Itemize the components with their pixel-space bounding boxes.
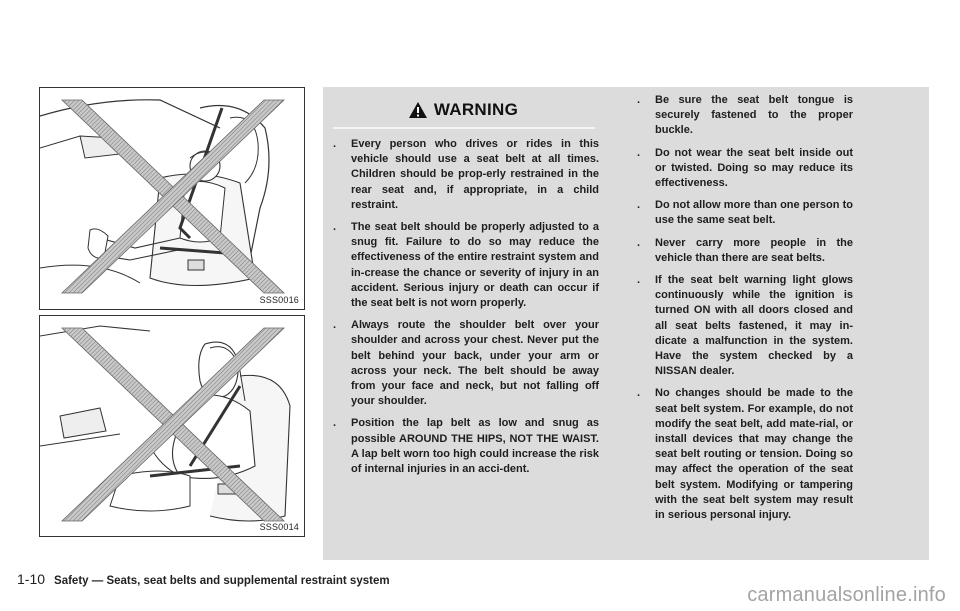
warning-title: WARNING [433,100,519,119]
watermark: carmanualsonline.info [747,584,946,606]
figure-child-seat-belt [39,87,305,310]
warning-column-right [637,93,853,530]
warning-item: . Do not wear the seat belt inside out or twisted. Doing so may reduce its effectiveness. [637,146,853,190]
figure-code: SSS0014 [259,522,299,532]
warning-item: . Never carry more people in the vehicle than there are seat belts. [637,236,853,264]
figure-lap-belt-position [39,315,305,537]
child-belt-illustration [40,88,305,310]
warning-panel [323,87,929,560]
warning-item: . Every person who drives or rides in this vehicle should use a seat belt at all times. Children should be prop-erly restrained in the rear seat and, if appropriate, in a child restraint. [333,138,599,211]
warning-item: . No changes should be made to the seat belt system. For example, do not modify the seat belt, add mate-rial, or install devices that may change the seat belt routing or tension. Doing so may affect the operation of the seat belt system. Modifying or tampering with the seat belt system may result in serious personal injury. [637,387,853,522]
warning-item: . The seat belt should be properly adjusted to a snug fit. Failure to do so may reduce the effectiveness of the entire restraint system and in-crease the chance or severity of injury in an accident. Serious injury or death can occur if the seat belt is not worn properly. [333,221,599,310]
warning-item: . Position the lap belt as low and snug as possible AROUND THE HIPS, NOT THE WAIST. A lap belt worn too high could increase the risk of internal injuries in an acci-dent. [333,417,599,476]
warning-item: . Always route the shoulder belt over your shoulder and across your chest. Never put the belt behind your back, under your arm or across your neck. The belt should be away from your face and neck, but not falling off your shoulder. [333,319,599,408]
warning-item: . Do not allow more than one person to use the same seat belt. [637,199,853,227]
warning-header [323,97,603,123]
warning-column-left [333,137,599,484]
warning-divider [333,127,595,129]
lap-belt-illustration [40,316,305,537]
section-title: Safety — Seats, seat belts and supplemental restraint system [54,575,390,587]
page-number: 1-10 [17,571,46,587]
warning-item: . If the seat belt warning light glows continuously while the ignition is turned ON with all doors closed and all seat belts fastened, it may in-dicate a malfunction in the system. Have the system checked by a NISSAN dealer. [637,274,853,378]
figure-code: SSS0016 [259,295,299,305]
page-footer [17,571,390,587]
warning-item: . Be sure the seat belt tongue is securely fastened to the proper buckle. [637,94,853,137]
warning-triangle-icon [408,101,428,119]
